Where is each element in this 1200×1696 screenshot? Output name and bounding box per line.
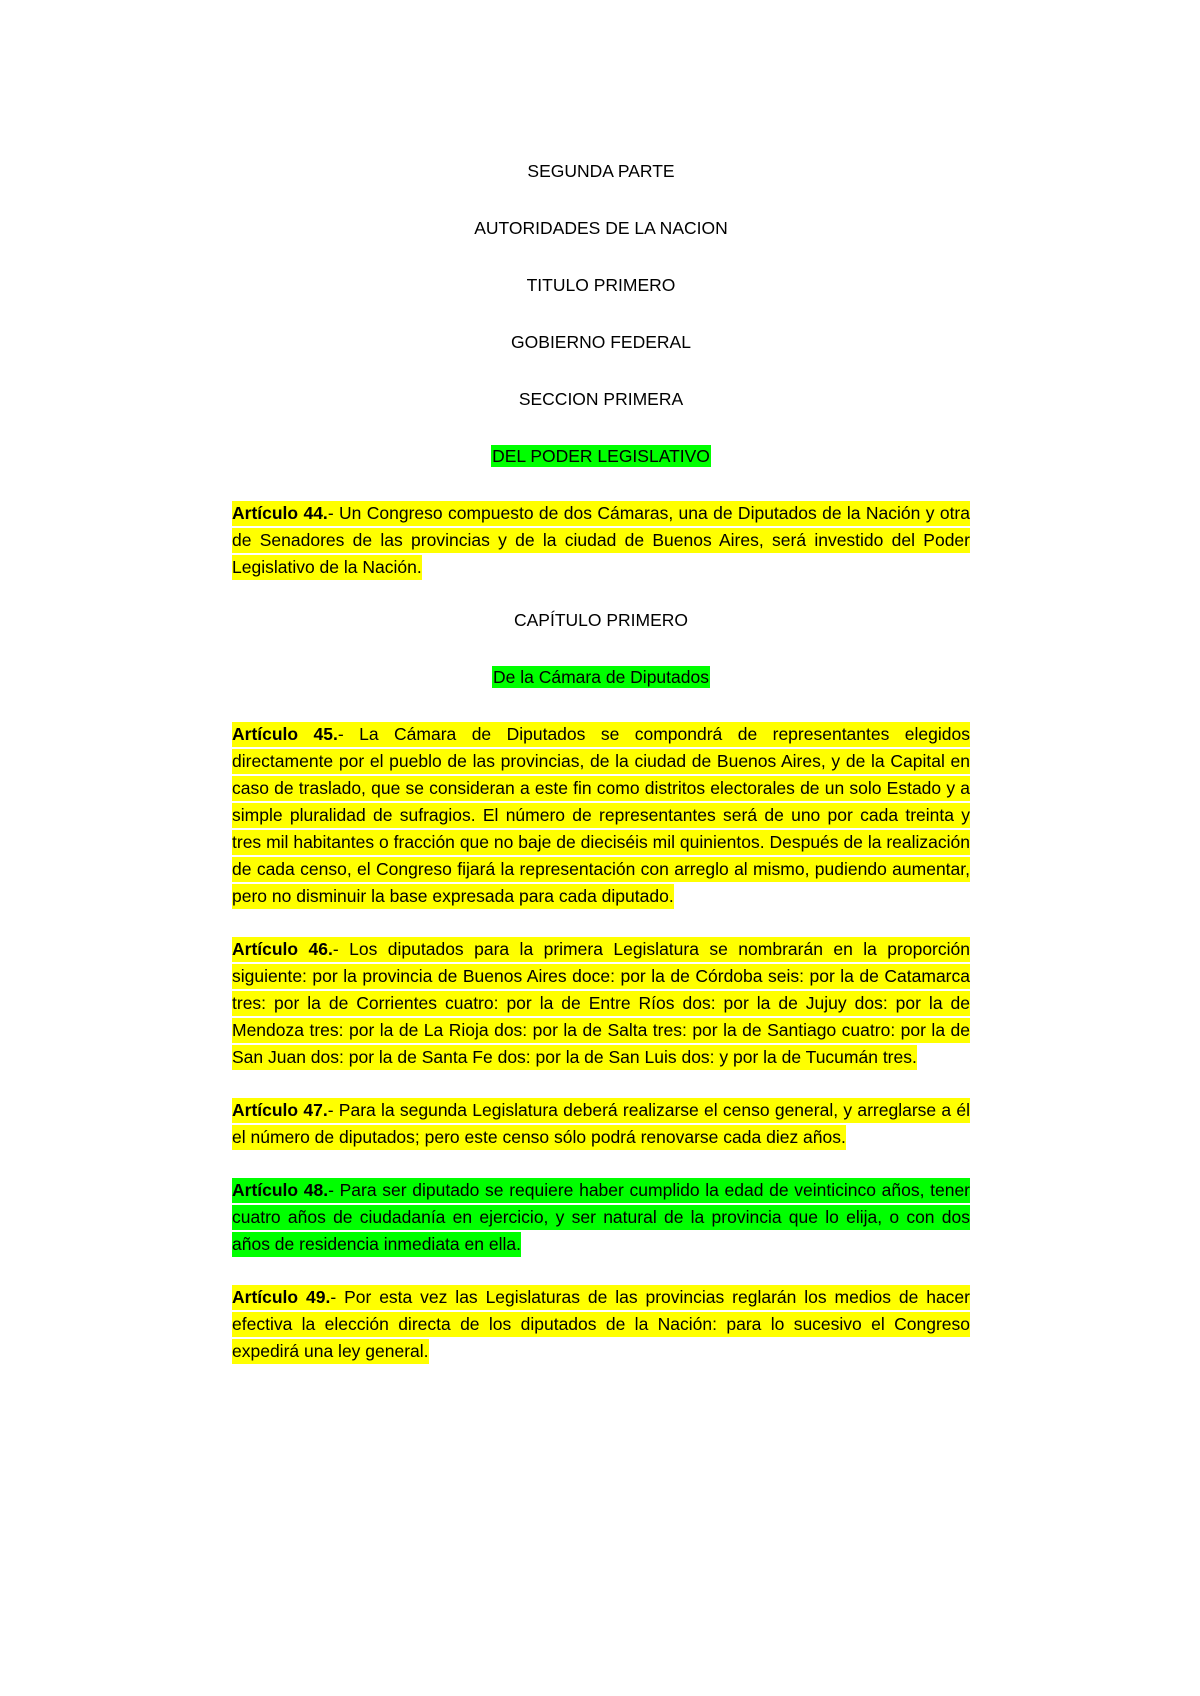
heading-text: TITULO PRIMERO — [526, 275, 676, 295]
article-44-label: Artículo 44. — [232, 503, 328, 523]
article-49-text: - Por esta vez las Legislaturas de las provincias reglarán los medios de hacer efectiva la elección directa de los diputados de la Nación: para lo sucesivo el Congreso expedirá una ley general. — [232, 1287, 970, 1361]
heading-text-highlighted: DEL PODER LEGISLATIVO — [492, 446, 710, 466]
article-44-text: - Un Congreso compuesto de dos Cámaras, una de Diputados de la Nación y otra de Senadores de las provincias y de la ciudad de Buenos Aires, será investido del Poder Legislativo de la Nación. — [232, 503, 970, 577]
article-44 — [232, 500, 970, 581]
article-44-highlight — [232, 501, 970, 580]
article-46 — [232, 936, 970, 1071]
article-46-text: - Los diputados para la primera Legislatura se nombrarán en la proporción siguiente: por la provincia de Buenos Aires doce: por la de Córdoba seis: por la de Catamarca tres: por la de Corrientes cuatro: por la de Entre Ríos dos: por la de Jujuy dos: por la de Mendoza tres: por la de La Rioja dos: por la de Salta tres: por la de Santiago cuatro: por la de San Juan dos: por la de Santa Fe dos: por la de San Luis dos: y por la de Tucumán tres. — [232, 939, 970, 1067]
article-49-label: Artículo 49. — [232, 1287, 331, 1307]
article-45-highlight — [232, 722, 970, 909]
heading-titulo-primero — [232, 272, 970, 299]
heading-text: SEGUNDA PARTE — [527, 161, 675, 181]
document-content — [232, 158, 970, 1391]
article-45-label: Artículo 45. — [232, 724, 338, 744]
heading-text: CAPÍTULO PRIMERO — [513, 610, 689, 630]
article-46-label: Artículo 46. — [232, 939, 333, 959]
article-48-text: - Para ser diputado se requiere haber cumplido la edad de veinticinco años, tener cuatro años de ciudadanía en ejercicio, y ser natural de la provincia que lo elija, o con dos años de residencia inmediata en ella. — [232, 1180, 971, 1254]
article-47-text: - Para la segunda Legislatura deberá realizarse el censo general, y arreglarse a él el número de diputados; pero este censo sólo podrá renovarse cada diez años. — [232, 1100, 970, 1147]
article-48-highlight — [232, 1178, 970, 1257]
heading-text-highlighted: De la Cámara de Diputados — [493, 667, 709, 687]
heading-seccion-primera — [232, 386, 970, 413]
article-46-highlight — [232, 937, 970, 1070]
article-47-label: Artículo 47. — [232, 1100, 328, 1120]
heading-gobierno-federal — [232, 329, 970, 356]
article-47-highlight — [232, 1098, 970, 1150]
article-49 — [232, 1284, 970, 1365]
article-47 — [232, 1097, 970, 1151]
article-48-label: Artículo 48. — [232, 1180, 329, 1200]
heading-poder-legislativo — [232, 443, 970, 470]
article-48 — [232, 1177, 970, 1258]
article-45 — [232, 721, 970, 910]
heading-camara-diputados — [232, 664, 970, 691]
article-45-text: - La Cámara de Diputados se compondrá de representantes elegidos directamente por el pueblo de las provincias, de la ciudad de Buenos Aires, y de la Capital en caso de traslado, que se consideran a este fin como distritos electorales de un solo Estado y a simple pluralidad de sufragios. El número de representantes será de uno por cada treinta y tres mil habitantes o fracción que no baje de dieciséis mil quinientos. Después de la realización de cada censo, el Congreso fijará la representación con arreglo al mismo, pudiendo aumentar, pero no disminuir la base expresada para cada diputado. — [232, 724, 970, 906]
heading-segunda-parte — [232, 158, 970, 185]
heading-text: SECCION PRIMERA — [518, 389, 684, 409]
heading-text: AUTORIDADES DE LA NACION — [474, 218, 728, 238]
article-49-highlight — [232, 1285, 970, 1364]
heading-autoridades — [232, 215, 970, 242]
heading-text: GOBIERNO FEDERAL — [511, 332, 691, 352]
heading-capitulo-primero — [232, 607, 970, 634]
